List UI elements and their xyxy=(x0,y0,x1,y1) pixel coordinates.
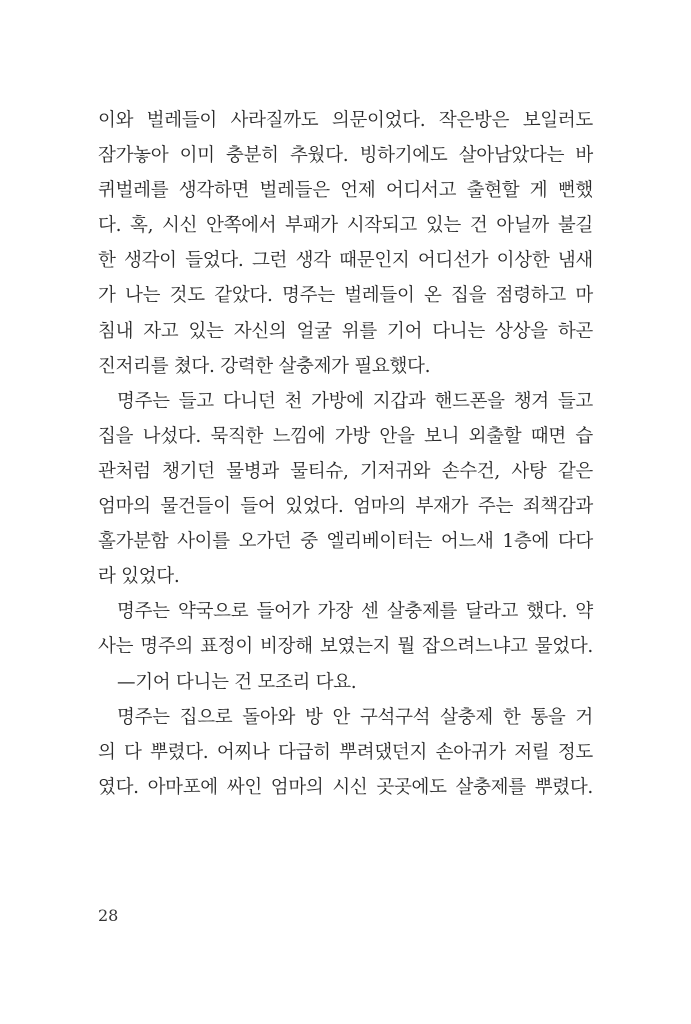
text-line: —기어 다니는 건 모조리 다요. xyxy=(117,671,357,693)
text-line: 라 있었다. xyxy=(98,566,180,588)
text-line: 퀴벌레를 생각하면 벌레들은 언제 어디서고 출현할 게 뻔했 xyxy=(98,180,593,202)
text-line: 홀가분함 사이를 오가던 중 엘리베이터는 어느새 1층에 다다 xyxy=(98,531,593,553)
text-line: 진저리를 쳤다. 강력한 살충제가 필요했다. xyxy=(98,355,431,377)
text-line: 가 나는 것도 같았다. 명주는 벌레들이 온 집을 점령하고 마 xyxy=(98,285,593,307)
text-line: 의 다 뿌렸다. 어찌나 다급히 뿌려댔던지 손아귀가 저릴 정도 xyxy=(98,741,593,763)
text-line: 이와 벌레들이 사라질까도 의문이었다. 작은방은 보일러도 xyxy=(98,110,593,131)
text-line: 침내 자고 있는 자신의 얼굴 위를 기어 다니는 상상을 하곤 xyxy=(98,320,593,342)
text-line: 사는 명주의 표정이 비장해 보였는지 뭘 잡으려느냐고 물었다. xyxy=(98,636,593,658)
text-line: 명주는 들고 다니던 천 가방에 지갑과 핸드폰을 챙겨 들고 xyxy=(117,390,593,412)
page-number: 28 xyxy=(98,906,119,925)
text-line: 한 생각이 들었다. 그런 생각 때문인지 어디선가 이상한 냄새 xyxy=(98,250,593,272)
page-body xyxy=(98,103,593,805)
text-line: 집을 나섰다. 묵직한 느낌에 가방 안을 보니 외출할 때면 습 xyxy=(98,425,593,447)
text-line: 였다. 아마포에 싸인 엄마의 시신 곳곳에도 살충제를 뿌렸다. xyxy=(98,776,593,798)
text-line: 다. 혹, 시신 안쪽에서 부패가 시작되고 있는 건 아닐까 불길 xyxy=(98,215,593,237)
text-line: 명주는 약국으로 들어가 가장 센 살충제를 달라고 했다. 약 xyxy=(117,601,593,623)
text-line: 명주는 집으로 돌아와 방 안 구석구석 살충제 한 통을 거 xyxy=(117,706,593,728)
text-line: 관처럼 챙기던 물병과 물티슈, 기저귀와 손수건, 사탕 같은 xyxy=(98,460,593,482)
text-line: 잠가놓아 이미 충분히 추웠다. 빙하기에도 살아남았다는 바 xyxy=(98,145,593,167)
text-line: 엄마의 물건들이 들어 있었다. 엄마의 부재가 주는 죄책감과 xyxy=(98,496,593,518)
